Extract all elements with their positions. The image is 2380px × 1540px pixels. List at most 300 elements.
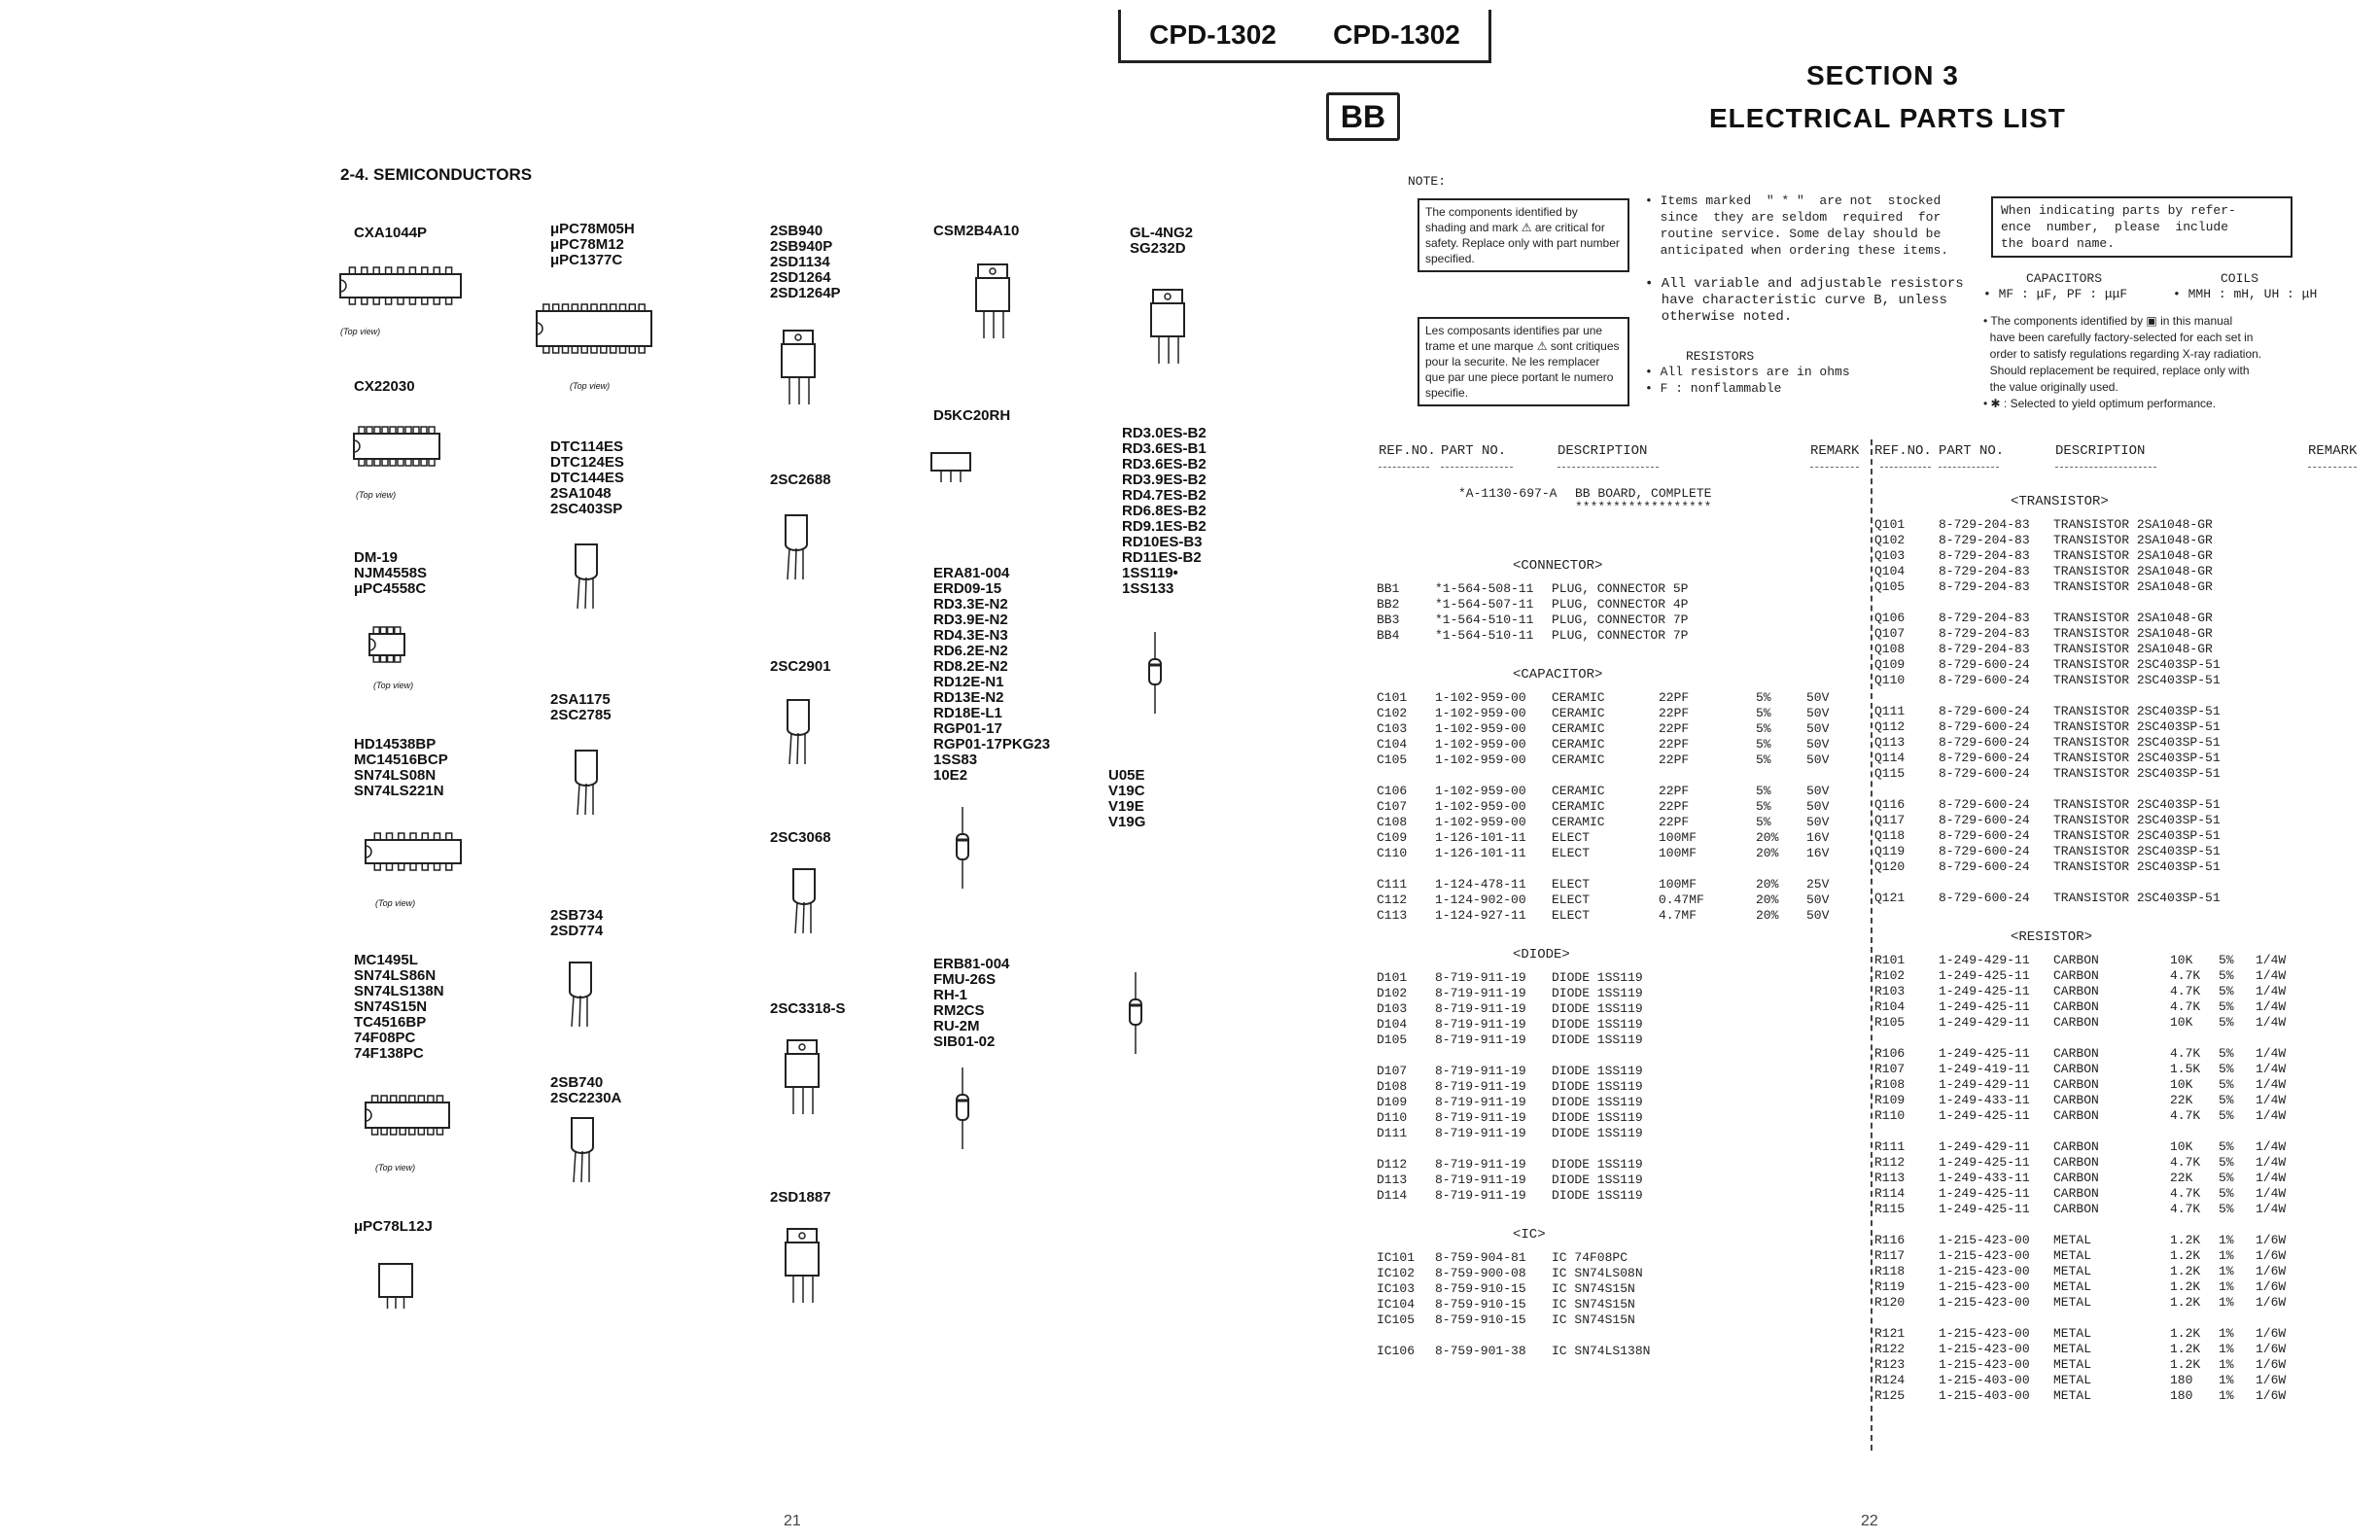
table-cell: 1-249-425-11 <box>1939 984 2030 998</box>
pin <box>446 833 452 840</box>
model-left: CPD-1302 <box>1149 19 1277 50</box>
pin <box>418 1096 424 1102</box>
table-row <box>1377 1032 1867 1048</box>
upc78l12j-package <box>379 1264 412 1297</box>
table-cell: 1.2K <box>2170 1264 2201 1278</box>
table-cell: 22PF <box>1659 799 1690 814</box>
table-cell: D102 <box>1377 986 1408 1000</box>
spacer <box>1878 1404 2364 1419</box>
table-cell: IC SN74S15N <box>1552 1281 1635 1296</box>
table-cell: IC SN74S15N <box>1552 1297 1635 1312</box>
table-cell: Q115 <box>1874 766 1906 781</box>
table-cell: 1-249-429-11 <box>1939 1139 2030 1154</box>
table-cell: R109 <box>1874 1093 1906 1107</box>
table-row <box>1377 612 1867 628</box>
table-cell: 1-249-425-11 <box>1939 1108 2030 1123</box>
section-heading <box>1878 486 2364 517</box>
table-cell: METAL <box>2053 1279 2092 1294</box>
table-row <box>1377 706 1867 721</box>
table-cell: 1-126-101-11 <box>1435 830 1526 845</box>
safety-note-en: The components identified by shading and mark ⚠ are critical for safety. Replace only with part number specified. <box>1418 198 1629 272</box>
table-cell: 22K <box>2170 1093 2193 1107</box>
table-cell: IC106 <box>1377 1344 1416 1358</box>
table-cell: 1/6W <box>2256 1248 2287 1263</box>
table-cell: TRANSISTOR 2SC403SP-51 <box>2053 704 2221 718</box>
table-cell: 1-249-425-11 <box>1939 999 2030 1014</box>
table-row <box>1377 690 1867 706</box>
pin <box>405 459 411 466</box>
items-marked-note: • Items marked " * " are not stocked since they are seldom required for routine service. Some delay should be anticipated when ordering these items. <box>1645 193 1949 258</box>
spacer <box>1381 1141 1867 1157</box>
table-row <box>1874 1264 2364 1279</box>
units-note: • MF : μF, PF : μμF • MMH : mH, UH : μH <box>1983 287 2318 301</box>
pin <box>563 346 569 353</box>
table-cell: D104 <box>1377 1017 1408 1032</box>
table-cell: CERAMIC <box>1552 737 1605 752</box>
table-cell: CARBON <box>2053 1062 2099 1076</box>
table-cell: C101 <box>1377 690 1408 705</box>
table-cell: CARBON <box>2053 1202 2099 1216</box>
left-col-part: PART NO. <box>1441 443 1507 459</box>
2sb740-package <box>572 1118 593 1153</box>
table-cell: ELECT <box>1552 908 1591 923</box>
table-cell: 50V <box>1806 737 1830 752</box>
table-cell: 5% <box>2219 1108 2234 1123</box>
table-cell: 20% <box>1756 830 1779 845</box>
table-row <box>1377 752 1867 768</box>
table-cell: CERAMIC <box>1552 784 1605 798</box>
safety-note-fr: Les composants identifies par une trame et une marque ⚠ sont critiques pour la securite. Ne les remplacer que par une piece portant le numero specifie. <box>1418 317 1629 406</box>
table-row <box>1874 999 2364 1015</box>
csm2b4a10-package <box>978 264 1007 278</box>
spacer <box>1381 1359 1867 1375</box>
pin <box>390 459 396 466</box>
table-cell: TRANSISTOR 2SA1048-GR <box>2053 533 2213 547</box>
pin <box>434 298 439 304</box>
table-cell: 8-719-911-19 <box>1435 1017 1526 1032</box>
table-row <box>1874 1357 2364 1373</box>
pin <box>373 627 379 634</box>
table-cell: R119 <box>1874 1279 1906 1294</box>
top-view-caption: (Top view) <box>373 681 414 690</box>
table-cell: 1-215-403-00 <box>1939 1373 2030 1387</box>
table-cell: 8-729-600-24 <box>1939 813 2030 827</box>
right-col-part: PART NO. <box>1939 443 2005 459</box>
table-row <box>1377 892 1867 908</box>
table-row <box>1874 579 2364 595</box>
table-cell: 1/4W <box>2256 968 2287 983</box>
table-cell: TRANSISTOR 2SA1048-GR <box>2053 517 2213 532</box>
table-cell: C102 <box>1377 706 1408 720</box>
table-cell: 4.7K <box>2170 1046 2201 1061</box>
table-cell: 1-124-478-11 <box>1435 877 1526 892</box>
table-cell: 1/4W <box>2256 1062 2287 1076</box>
cxa1044p-package <box>340 274 461 298</box>
capacitors-heading: CAPACITORS <box>2026 271 2103 286</box>
2sb734-package <box>570 962 591 998</box>
table-cell: TRANSISTOR 2SC403SP-51 <box>2053 719 2221 734</box>
table-cell: 22PF <box>1659 721 1690 736</box>
pin <box>398 459 403 466</box>
table-cell: 1-124-902-00 <box>1435 892 1526 907</box>
pin <box>422 267 428 274</box>
table-cell: 16V <box>1806 830 1830 845</box>
table-cell: 1/4W <box>2256 1171 2287 1185</box>
table-row <box>1874 968 2364 984</box>
table-row <box>1874 1202 2364 1217</box>
table-cell: CARBON <box>2053 1139 2099 1154</box>
table-row <box>1874 984 2364 999</box>
pin <box>446 267 452 274</box>
table-row <box>1874 751 2364 766</box>
section-heading <box>1381 659 1867 690</box>
rule <box>1441 467 1513 468</box>
table-cell: 8-719-911-19 <box>1435 1110 1526 1125</box>
table-cell: 10K <box>2170 1077 2193 1092</box>
table-cell: Q116 <box>1874 797 1906 812</box>
table-cell: 1/6W <box>2256 1264 2287 1278</box>
table-cell: C111 <box>1377 877 1408 892</box>
column-divider <box>1871 439 1872 1451</box>
pin <box>374 427 380 434</box>
table-cell: Q114 <box>1874 751 1906 765</box>
table-cell: IC104 <box>1377 1297 1416 1312</box>
table-cell: *1-564-510-11 <box>1435 612 1534 627</box>
hole <box>795 334 801 340</box>
table-cell: 8-719-911-19 <box>1435 1172 1526 1187</box>
table-cell: DIODE 1SS119 <box>1552 1095 1643 1109</box>
pin <box>581 346 587 353</box>
rule <box>1939 467 1999 468</box>
table-cell: 5% <box>2219 1046 2234 1061</box>
table-cell: 1-249-425-11 <box>1939 968 2030 983</box>
pin <box>390 427 396 434</box>
table-cell: 5% <box>1756 737 1771 752</box>
table-cell: 180 <box>2170 1373 2193 1387</box>
table-cell: 8-729-204-83 <box>1939 517 2030 532</box>
parts-table-left <box>1377 486 1867 1375</box>
table-cell: CARBON <box>2053 968 2099 983</box>
table-cell: TRANSISTOR 2SA1048-GR <box>2053 548 2213 563</box>
table-cell: TRANSISTOR 2SC403SP-51 <box>2053 813 2221 827</box>
part-label-group: 2SB734 2SD774 <box>550 907 604 939</box>
table-cell: D101 <box>1377 970 1408 985</box>
table-cell: 1/4W <box>2256 953 2287 967</box>
spacer <box>1381 644 1867 659</box>
table-cell: 5% <box>2219 953 2234 967</box>
section-number: SECTION 3 <box>1806 60 1959 90</box>
table-cell: DIODE 1SS119 <box>1552 1110 1643 1125</box>
table-cell: 4.7K <box>2170 1186 2201 1201</box>
lead <box>574 1151 576 1182</box>
table-cell: 20% <box>1756 892 1779 907</box>
table-cell: 8-729-204-83 <box>1939 626 2030 641</box>
table-row <box>1874 564 2364 579</box>
table-cell: PLUG, CONNECTOR 7P <box>1552 612 1689 627</box>
spacer <box>1878 688 2364 704</box>
table-cell: R123 <box>1874 1357 1906 1372</box>
pin <box>380 627 386 634</box>
table-cell: Q102 <box>1874 533 1906 547</box>
table-cell: CARBON <box>2053 1093 2099 1107</box>
table-row <box>1874 813 2364 828</box>
pin <box>349 267 355 274</box>
table-cell: R113 <box>1874 1171 1906 1185</box>
part-label-group: DM-19 NJM4558S μPC4558C <box>354 549 428 597</box>
table-cell: C104 <box>1377 737 1408 752</box>
section-title: ELECTRICAL PARTS LIST <box>1709 103 2066 133</box>
table-cell: DIODE 1SS119 <box>1552 1126 1643 1140</box>
table-cell: 8-759-910-15 <box>1435 1281 1526 1296</box>
table-cell: TRANSISTOR 2SA1048-GR <box>2053 642 2213 656</box>
pin <box>387 833 393 840</box>
table-cell: 8-759-901-38 <box>1435 1344 1526 1358</box>
pin <box>398 427 403 434</box>
table-cell: 1-102-959-00 <box>1435 737 1526 752</box>
pin <box>413 459 419 466</box>
table-cell: D112 <box>1377 1157 1408 1172</box>
2sc2901-package <box>788 700 809 735</box>
table-cell: 4.7K <box>2170 1108 2201 1123</box>
left-page-number: 21 <box>784 1513 801 1529</box>
table-cell: Q113 <box>1874 735 1906 750</box>
table-cell: 8-719-911-19 <box>1435 1032 1526 1047</box>
table-cell: CERAMIC <box>1552 721 1605 736</box>
pin <box>428 1096 434 1102</box>
table-cell: DIODE 1SS119 <box>1552 1188 1643 1203</box>
table-cell: IC 74F08PC <box>1552 1250 1628 1265</box>
table-cell: 1-249-425-11 <box>1939 1186 2030 1201</box>
table-cell: R105 <box>1874 1015 1906 1030</box>
table-row <box>1874 1046 2364 1062</box>
table-cell: METAL <box>2053 1264 2092 1278</box>
pin <box>572 346 578 353</box>
table-cell: Q101 <box>1874 517 1906 532</box>
lead <box>572 996 574 1027</box>
table-cell: 1-102-959-00 <box>1435 721 1526 736</box>
table-cell: CERAMIC <box>1552 690 1605 705</box>
table-cell: R114 <box>1874 1186 1906 1201</box>
table-cell: 5% <box>1756 752 1771 767</box>
table-cell: BB3 <box>1377 612 1400 627</box>
table-cell: DIODE 1SS119 <box>1552 1172 1643 1187</box>
pin <box>410 833 416 840</box>
table-cell: 8-719-911-19 <box>1435 1001 1526 1016</box>
table-cell: 4.7K <box>2170 968 2201 983</box>
table-cell: 1-126-101-11 <box>1435 846 1526 860</box>
table-cell: 1% <box>2219 1326 2234 1341</box>
table-row <box>1874 1108 2364 1124</box>
table-cell: 22PF <box>1659 737 1690 752</box>
table-cell: METAL <box>2053 1233 2092 1247</box>
table-cell: 8-759-904-81 <box>1435 1250 1526 1265</box>
pin <box>372 1096 378 1102</box>
table-row <box>1377 1312 1867 1328</box>
rd3-0es-b2-diode <box>1149 659 1161 684</box>
table-cell: 1-249-429-11 <box>1939 953 2030 967</box>
pin <box>399 863 404 870</box>
table-cell: DIODE 1SS119 <box>1552 970 1643 985</box>
table-cell: 8-729-600-24 <box>1939 657 2030 672</box>
hole <box>990 268 996 274</box>
pin <box>373 267 379 274</box>
table-cell: 8-719-911-19 <box>1435 1079 1526 1094</box>
lead <box>803 902 804 933</box>
table-cell: 1% <box>2219 1357 2234 1372</box>
spacer <box>1381 768 1867 784</box>
table-cell: C106 <box>1377 784 1408 798</box>
table-cell: CARBON <box>2053 1155 2099 1170</box>
table-cell: CARBON <box>2053 953 2099 967</box>
table-cell: 1/4W <box>2256 1093 2287 1107</box>
top-view-caption: (Top view) <box>570 381 611 391</box>
table-row <box>1377 799 1867 815</box>
pin <box>620 304 626 311</box>
table-cell: 8-729-204-83 <box>1939 533 2030 547</box>
table-cell: 4.7K <box>2170 999 2201 1014</box>
table-cell: Q110 <box>1874 673 1906 687</box>
pin <box>362 298 368 304</box>
pin <box>591 304 597 311</box>
table-cell: IC SN74S15N <box>1552 1312 1635 1327</box>
table-cell: 0.47MF <box>1659 892 1704 907</box>
pin <box>405 427 411 434</box>
left-col-remark: REMARK <box>1810 443 1860 459</box>
table-cell: 4.7K <box>2170 984 2201 998</box>
pin <box>409 298 415 304</box>
pin <box>391 1128 397 1135</box>
hole <box>799 1044 805 1050</box>
table-row <box>1377 1110 1867 1126</box>
table-cell: 8-729-204-83 <box>1939 579 2030 594</box>
cx22030-package <box>354 434 439 459</box>
table-row <box>1377 628 1867 644</box>
pin <box>563 304 569 311</box>
table-cell: 5% <box>2219 1171 2234 1185</box>
table-row <box>1377 1250 1867 1266</box>
pin <box>386 267 392 274</box>
note-label: NOTE: <box>1408 174 1447 189</box>
table-row <box>1377 1172 1867 1188</box>
table-cell: 8-729-204-83 <box>1939 548 2030 563</box>
pin <box>386 298 392 304</box>
table-row <box>1377 1064 1867 1079</box>
table-row <box>1874 828 2364 844</box>
table-cell: R117 <box>1874 1248 1906 1263</box>
table-cell: 8-729-600-24 <box>1939 844 2030 858</box>
table-row <box>1377 846 1867 861</box>
pin <box>382 427 388 434</box>
u05e-diode <box>1130 999 1141 1025</box>
table-cell: D114 <box>1377 1188 1408 1203</box>
pin <box>572 304 578 311</box>
table-row <box>1874 1373 2364 1388</box>
table-row <box>1874 517 2364 533</box>
table-cell: 50V <box>1806 752 1830 767</box>
pin <box>381 1096 387 1102</box>
part-label-group: MC1495L SN74LS86N SN74LS138N SN74S15N TC4516BP 74F08PC 74F138PC <box>354 952 444 1062</box>
table-cell: METAL <box>2053 1295 2092 1310</box>
mc1495l-package <box>366 1102 449 1128</box>
pin <box>446 298 452 304</box>
coils-heading: COILS <box>2221 271 2259 286</box>
table-cell: C113 <box>1377 908 1408 923</box>
table-cell: TRANSISTOR 2SA1048-GR <box>2053 564 2213 578</box>
table-cell: ELECT <box>1552 877 1591 892</box>
pin <box>398 267 403 274</box>
pin <box>435 863 440 870</box>
pin <box>409 1128 415 1135</box>
table-cell: 1/4W <box>2256 1202 2287 1216</box>
table-cell: 1/6W <box>2256 1357 2287 1372</box>
table-cell: 1% <box>2219 1233 2234 1247</box>
table-cell: CERAMIC <box>1552 706 1605 720</box>
table-cell: 20% <box>1756 908 1779 923</box>
table-cell: R102 <box>1874 968 1906 983</box>
table-cell: TRANSISTOR 2SC403SP-51 <box>2053 859 2221 874</box>
table-cell: 180 <box>2170 1388 2193 1403</box>
pin <box>409 267 415 274</box>
table-cell: 100MF <box>1659 877 1698 892</box>
table-cell: 5% <box>2219 1062 2234 1076</box>
table-row <box>1377 1344 1867 1359</box>
parts-table-right <box>1874 486 2364 1419</box>
spacer <box>1381 861 1867 877</box>
table-cell: CERAMIC <box>1552 799 1605 814</box>
table-cell: ELECT <box>1552 846 1591 860</box>
pin <box>611 304 616 311</box>
table-row <box>1874 1139 2364 1155</box>
lead <box>578 784 579 815</box>
pin <box>387 863 393 870</box>
table-cell: 1/6W <box>2256 1342 2287 1356</box>
reference-note-box: When indicating parts by refer- ence number, please include the board name. <box>1991 196 2292 258</box>
section-heading <box>1878 922 2364 953</box>
table-cell: 1-124-927-11 <box>1435 908 1526 923</box>
table-cell: METAL <box>2053 1342 2092 1356</box>
resistors-heading: RESISTORS <box>1686 349 1755 364</box>
right-col-desc: DESCRIPTION <box>2055 443 2146 459</box>
table-cell: 8-729-600-24 <box>1939 735 2030 750</box>
table-cell: PLUG, CONNECTOR 4P <box>1552 597 1689 612</box>
pin <box>359 459 365 466</box>
top-view-caption: (Top view) <box>375 898 416 908</box>
table-cell: 1-215-423-00 <box>1939 1326 2030 1341</box>
table-cell: 50V <box>1806 908 1830 923</box>
table-cell: DIODE 1SS119 <box>1552 1017 1643 1032</box>
table-cell: 1/4W <box>2256 1015 2287 1030</box>
table-cell: Q104 <box>1874 564 1906 578</box>
table-cell: 1/6W <box>2256 1373 2287 1387</box>
table-cell: 5% <box>2219 1077 2234 1092</box>
table-cell: CARBON <box>2053 1046 2099 1061</box>
table-cell: METAL <box>2053 1357 2092 1372</box>
table-cell: R124 <box>1874 1373 1906 1387</box>
hd14538bp-package <box>366 840 461 863</box>
board-badge: BB <box>1326 92 1400 141</box>
table-cell: 1/6W <box>2256 1295 2287 1310</box>
2sc3318s-package <box>788 1040 817 1054</box>
pin <box>418 1128 424 1135</box>
pin <box>543 304 549 311</box>
lead <box>789 733 791 764</box>
spacer <box>1381 1048 1867 1064</box>
pin <box>446 863 452 870</box>
table-cell: 5% <box>1756 690 1771 705</box>
pin <box>434 267 439 274</box>
table-cell: Q117 <box>1874 813 1906 827</box>
table-row <box>1874 642 2364 657</box>
